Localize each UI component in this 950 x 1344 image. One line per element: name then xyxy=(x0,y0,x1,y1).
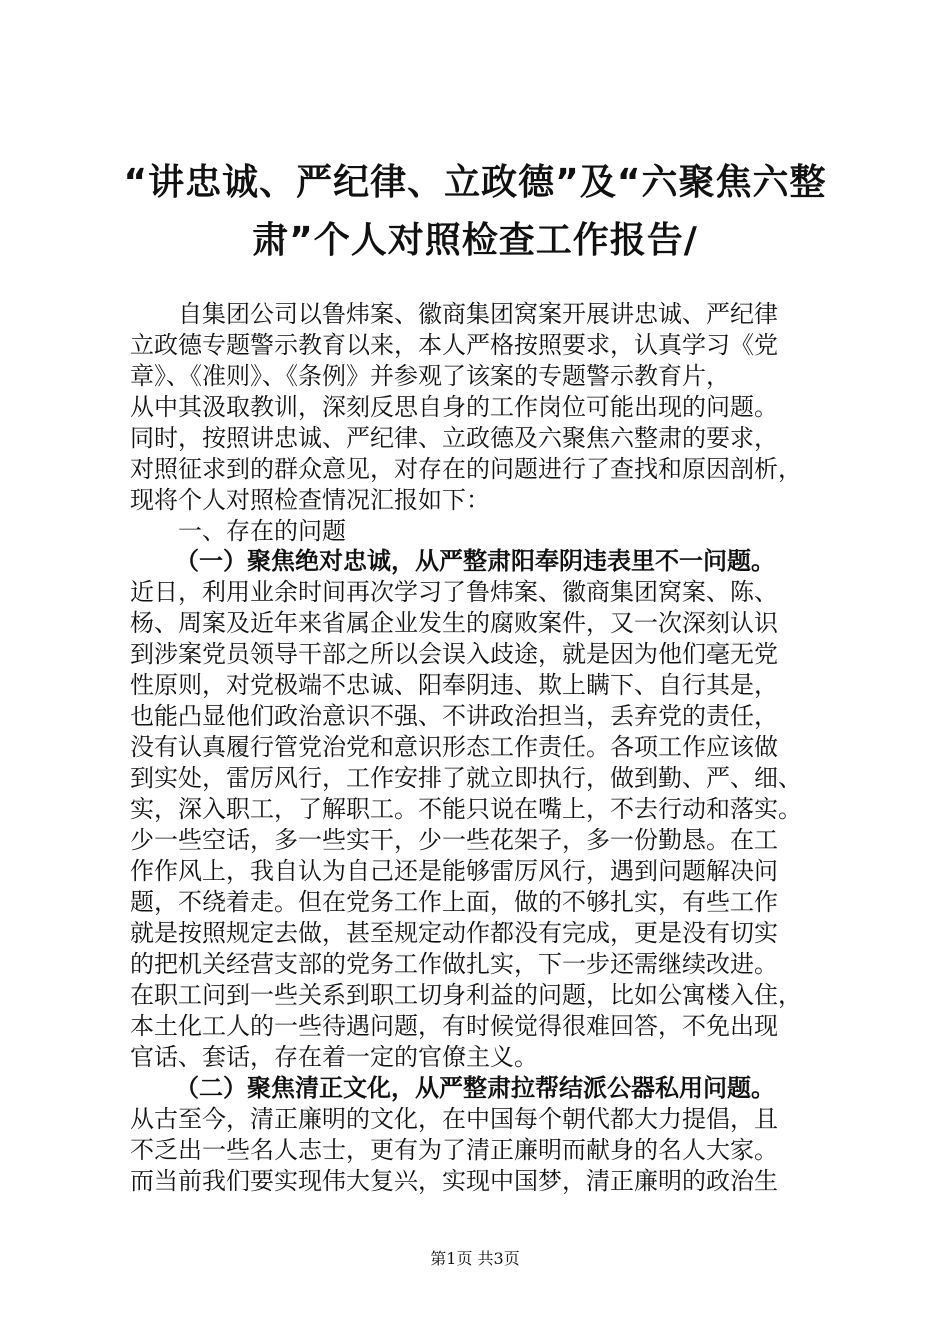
body-line: 也能凸显他们政治意识不强、不讲政治担当，丢弃党的责任， xyxy=(130,702,778,730)
body-line: 没有认真履行管党治党和意识形态工作责任。各项工作应该做 xyxy=(130,733,778,761)
body-line: 自集团公司以鲁炜案、徽商集团窝案开展讲忠诚、严纪律 xyxy=(178,300,778,328)
section-heading: 一、存在的问题 xyxy=(178,517,346,545)
body-line: 本土化工人的一些待遇问题，有时候觉得很难回答，不免出现 xyxy=(130,1012,778,1040)
body-line: 杨、周案及近年来省属企业发生的腐败案件，又一次深刻认识 xyxy=(130,609,778,637)
body-line: 题，不绕着走。但在党务工作上面，做的不够扎实，有些工作 xyxy=(130,888,778,916)
body-line: 近日，利用业余时间再次学习了鲁炜案、徽商集团窝案、陈、 xyxy=(130,578,778,606)
body-line: 实，深入职工，了解职工。不能只说在嘴上，不去行动和落实。 xyxy=(130,795,802,823)
body-line: 在职工问到一些关系到职工切身利益的问题，比如公寓楼入住， xyxy=(130,981,802,1009)
body-line: 对照征求到的群众意见，对存在的问题进行了查找和原因剖析， xyxy=(130,455,802,483)
body-line: 少一些空话，多一些实干，少一些花架子，多一份勤恳。在工 xyxy=(130,826,778,854)
body-line: 同时，按照讲忠诚、严纪律、立政德及六聚焦六整肃的要求， xyxy=(130,424,778,452)
body-line: 不乏出一些名人志士，更有为了清正廉明而献身的名人大家。 xyxy=(130,1136,778,1164)
body-line: 作作风上，我自认为自己还是能够雷厉风行，遇到问题解决问 xyxy=(130,857,778,885)
document-title-line-2: 肃”个人对照检查工作报告/ xyxy=(252,220,698,261)
body-line: 的把机关经营支部的党务工作做扎实，下一步还需继续改进。 xyxy=(130,950,778,978)
body-line: 性原则，对党极端不忠诚、阳奉阴违、欺上瞒下、自行其是， xyxy=(130,671,778,699)
body-line: 从古至今，清正廉明的文化，在中国每个朝代都大力提倡，且 xyxy=(130,1105,778,1133)
body-line: 到实处，雷厉风行，工作安排了就立即执行，做到勤、严、细、 xyxy=(130,764,802,792)
subsection-heading: （二）聚焦清正文化，从严整肃拉帮结派公器私用问题。 xyxy=(175,1074,775,1102)
subsection-heading: （一）聚焦绝对忠诚，从严整肃阳奉阴违表里不一问题。 xyxy=(175,547,775,575)
body-line: 从中其汲取教训，深刻反思自身的工作岗位可能出现的问题。 xyxy=(130,393,778,421)
body-line: 立政德专题警示教育以来，本人严格按照要求，认真学习《党 xyxy=(130,331,778,359)
body-line: 而当前我们要实现伟大复兴，实现中国梦，清正廉明的政治生 xyxy=(130,1167,778,1195)
body-line: 就是按照规定去做，甚至规定动作都没有完成，更是没有切实 xyxy=(130,919,778,947)
body-line: 现将个人对照检查情况汇报如下： xyxy=(130,486,490,514)
body-line: 到涉案党员领导干部之所以会误入歧途，就是因为他们毫无党 xyxy=(130,640,778,668)
page-number-footer: 第1页 共3页 xyxy=(430,1249,520,1268)
document-title-line-1: “讲忠诚、严纪律、立政德”及“六聚焦六整 xyxy=(123,162,827,203)
body-line: 官话、套话，存在着一定的官僚主义。 xyxy=(130,1043,538,1071)
body-line: 章》、《准则》、《条例》并参观了该案的专题警示教育片， xyxy=(130,362,730,390)
